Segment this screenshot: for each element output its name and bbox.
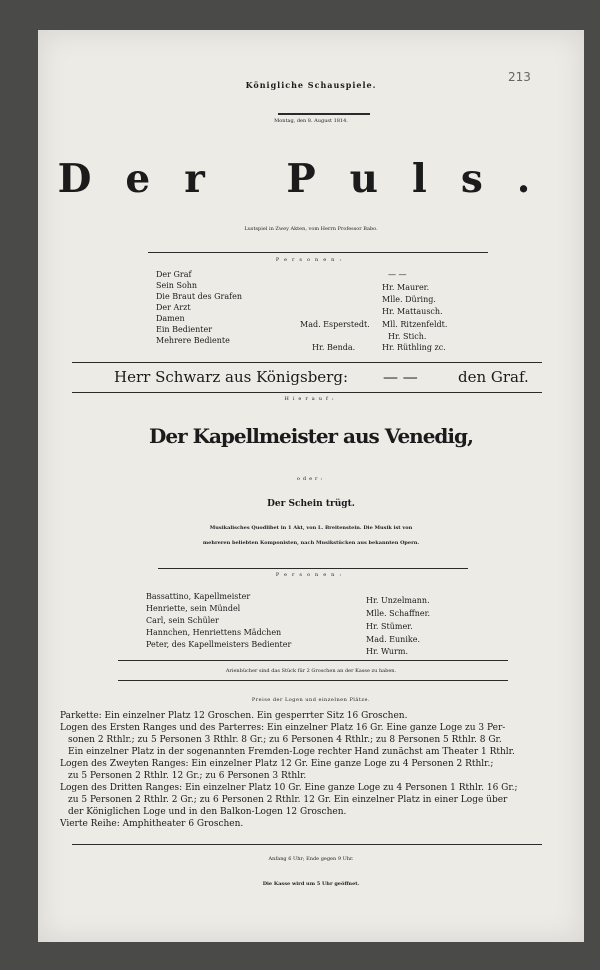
cast-role: Hannchen, Henriettens Mädchen — [146, 628, 282, 637]
play2-title: Der Kapellmeister aus Venedig, — [149, 424, 473, 448]
play2-oder: oder: — [296, 476, 326, 482]
play2-subtitle: Der Schein trügt. — [267, 499, 355, 509]
box-office-opening: Die Kasse wird um 5 Uhr geöffnet. — [262, 881, 360, 887]
rule-3 — [118, 660, 508, 661]
cast-actor: Hr. Maurer. — [382, 283, 430, 292]
cast-role: Ein Bedienter — [156, 325, 213, 334]
cast-actor: Mlle. Schaffner. — [366, 609, 431, 618]
play2-description-line2: mehreren beliebten Komponisten, nach Musikstücken aus bekannten Opern. — [202, 540, 420, 546]
play1-subtitle: Lustspiel in Zwey Akten, vom Herrn Professor Babo. — [244, 226, 378, 232]
price-line: Ein einzelner Platz in der sogenannten Fremden-Loge rechter Hand zunächst am Theater 1 Rthlr. — [68, 747, 515, 757]
cast-role: Die Braut des Grafen — [156, 292, 242, 301]
price-line: Logen des Dritten Ranges: Ein einzelner Platz 10 Gr. Eine ganze Loge zu 4 Personen 1 Rthlr. 16 Gr.; — [60, 783, 518, 793]
libretto-note: Arienbücher sind das Stück für 2 Groschen an der Kasse zu haben. — [225, 668, 397, 674]
rule-footer — [72, 844, 542, 845]
archive-number: 213 — [508, 70, 531, 84]
cast-actor: Mad. Esperstedt. — [300, 320, 370, 329]
play2-personen-heading: Personen: — [275, 572, 347, 578]
price-line: Vierte Reihe: Amphitheater 6 Groschen. — [60, 819, 244, 829]
cast-actor: Hr. Benda. — [312, 343, 356, 352]
rule-2 — [158, 568, 468, 569]
header-ornament-rule — [278, 113, 370, 115]
cast-role: Peter, des Kapellmeisters Bedienter — [146, 640, 292, 649]
theatre-title: Königliche Schauspiele. — [245, 80, 377, 90]
cast-role: Henriette, sein Mündel — [146, 604, 241, 613]
rule-4 — [118, 680, 508, 681]
prices-heading: Preise der Logen und einzelnen Plätze. — [251, 697, 371, 703]
cast-actor: Mlle. Düring. — [382, 295, 436, 304]
cast-actor: Hr. Unzelmann. — [366, 596, 430, 605]
cast-role: Bassattino, Kapellmeister — [146, 592, 251, 601]
cast-role: Carl, sein Schüler — [146, 616, 219, 625]
cast-actor: Hr. Rüthling zc. — [382, 343, 446, 352]
price-line: sonen 2 Rthlr.; zu 5 Personen 3 Rthlr. 8 Gr.; zu 6 Personen 4 Rthlr.; zu 8 Personen 5 Rthlr. 8 Gr. — [68, 735, 502, 745]
cast-role: Damen — [156, 314, 185, 323]
play2-description-line1: Musikalisches Quodlibet in 1 Akt, von L. Breitenstein. Die Musik ist von — [209, 525, 413, 531]
cast-actor: Mad. Eunike. — [366, 635, 420, 644]
price-line: der Königlichen Loge und in den Balkon-Logen 12 Groschen. — [68, 807, 347, 817]
rule-guest-top — [72, 362, 542, 363]
cast-actor: — — — [388, 270, 407, 279]
cast-actor: Hr. Wurm. — [366, 647, 409, 656]
price-line: Logen des Zweyten Ranges: Ein einzelner Platz 12 Gr. Eine ganze Loge zu 4 Personen 2 Rthlr.; — [60, 759, 494, 769]
cast-actor: Hr. Mattausch. — [382, 307, 443, 316]
show-times: Anfang 6 Uhr; Ende gegen 9 Uhr. — [268, 856, 354, 862]
cast-actor: Mll. Ritzenfeldt. — [382, 320, 448, 329]
play2-hierauf: Hierauf: — [284, 396, 338, 402]
price-line: zu 5 Personen 2 Rthlr. 2 Gr.; zu 6 Personen 2 Rthlr. 12 Gr. Ein einzelner Platz in einer Loge über — [68, 795, 508, 805]
guest-role: den Graf. — [458, 368, 529, 386]
cast-actor: Hr. Stümer. — [366, 622, 413, 631]
guest-dashes: — — — [383, 368, 418, 386]
date-line: Montag, den 8. August 1814. — [274, 118, 348, 124]
price-line: zu 5 Personen 2 Rthlr. 12 Gr.; zu 6 Personen 3 Rthlr. — [68, 771, 307, 781]
play1-title: Der Puls. — [57, 156, 565, 202]
play1-personen-heading: Personen: — [275, 257, 347, 263]
rule-guest-bottom — [72, 392, 542, 393]
guest-name: Herr Schwarz aus Königsberg: — [114, 368, 348, 386]
cast-role: Der Arzt — [156, 303, 191, 312]
cast-role: Der Graf — [156, 270, 192, 279]
playbill-sheet — [38, 30, 584, 942]
cast-role: Sein Sohn — [156, 281, 198, 290]
price-line: Logen des Ersten Ranges und des Parterres: Ein einzelner Platz 16 Gr. Eine ganze Loge zu 3 Per- — [60, 723, 506, 733]
cast-actor: Hr. Stich. — [388, 332, 427, 341]
rule-1 — [148, 252, 488, 253]
price-line: Parkette: Ein einzelner Platz 12 Groschen. Ein gesperrter Sitz 16 Groschen. — [60, 711, 408, 721]
cast-role: Mehrere Bediente — [156, 336, 230, 345]
